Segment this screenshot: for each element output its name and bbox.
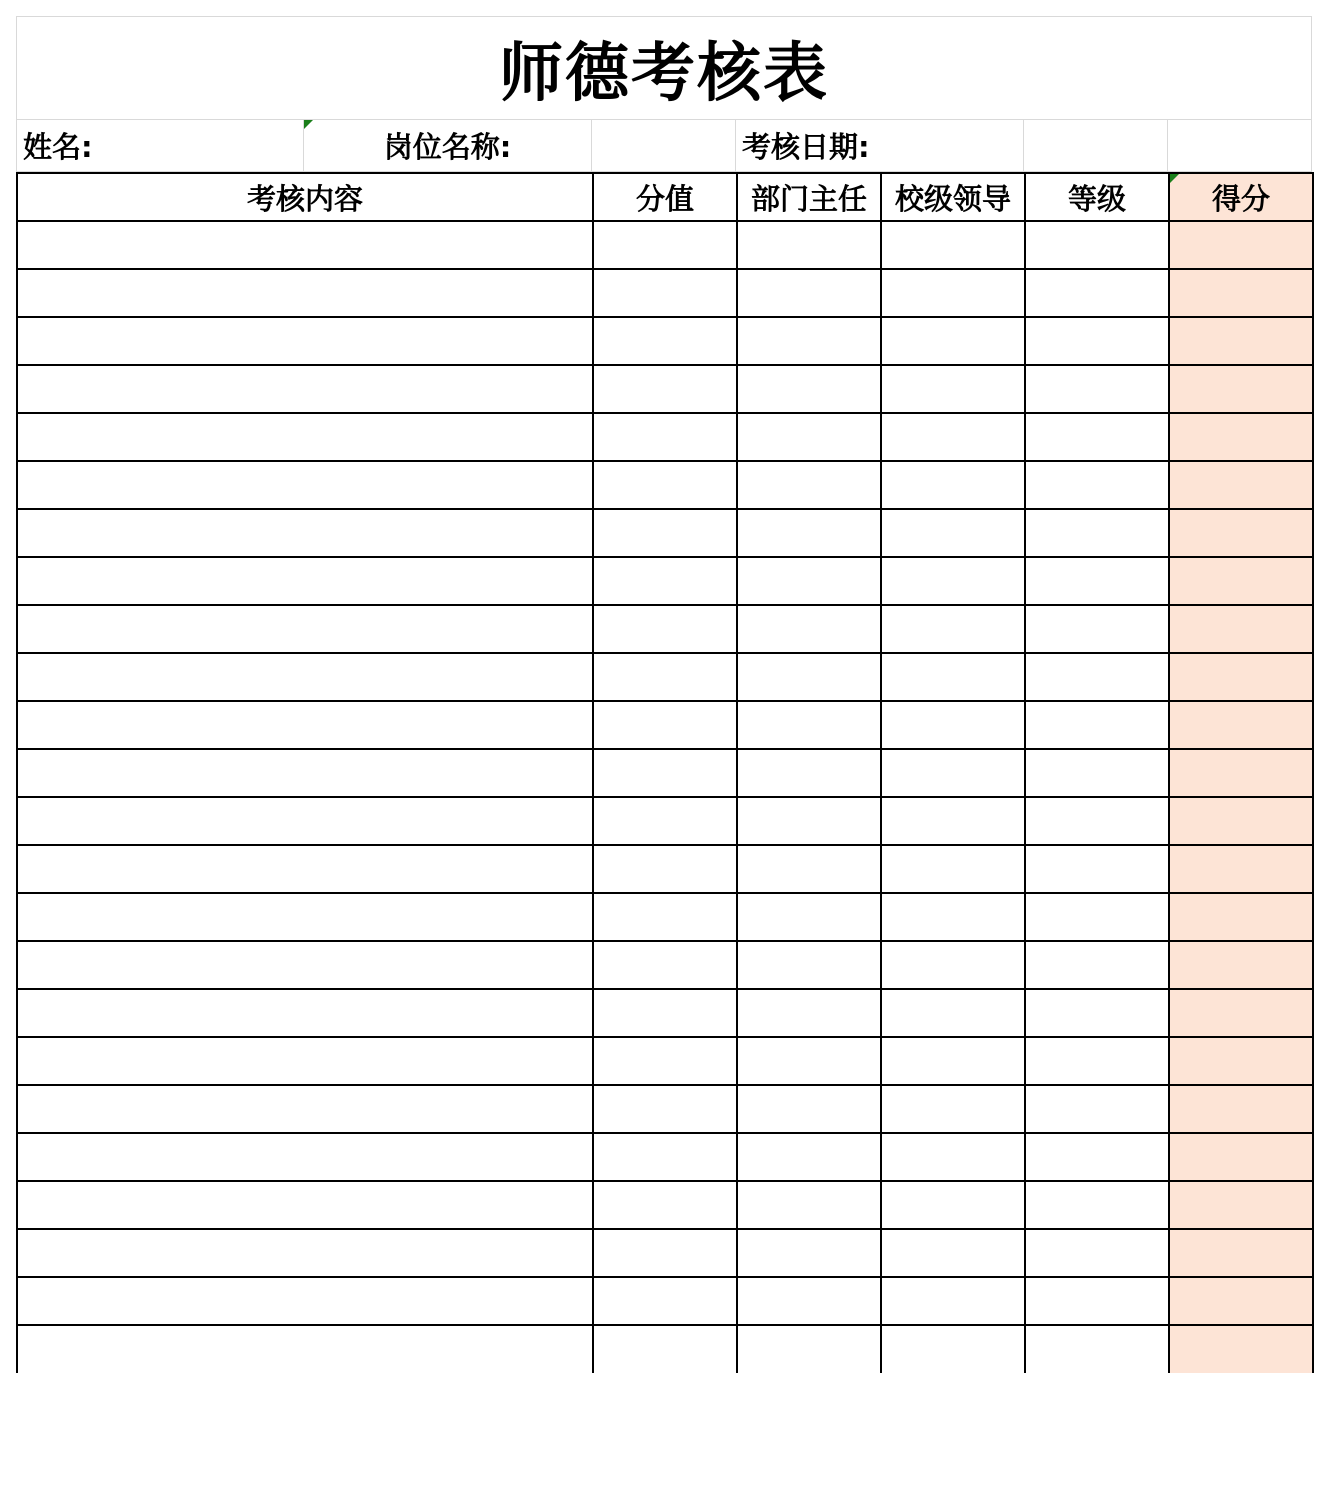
header-dept-director[interactable]: 部门主任 <box>737 173 881 221</box>
table-cell[interactable] <box>1025 269 1169 317</box>
table-cell[interactable] <box>1025 1181 1169 1229</box>
table-cell[interactable] <box>881 1181 1025 1229</box>
table-cell[interactable] <box>1169 1037 1313 1085</box>
table-cell[interactable] <box>1169 1325 1313 1373</box>
table-cell[interactable] <box>1025 1037 1169 1085</box>
table-cell[interactable] <box>593 797 737 845</box>
table-cell[interactable] <box>737 1037 881 1085</box>
table-cell[interactable] <box>737 1085 881 1133</box>
table-cell[interactable] <box>737 1325 881 1373</box>
table-row <box>17 413 1313 461</box>
table-cell[interactable] <box>1169 941 1313 989</box>
table-cell[interactable] <box>593 845 737 893</box>
table-cell[interactable] <box>17 989 593 1037</box>
table-row <box>17 1181 1313 1229</box>
table-cell[interactable] <box>17 413 593 461</box>
table-cell[interactable] <box>1169 797 1313 845</box>
table-cell[interactable] <box>1025 461 1169 509</box>
table-cell[interactable] <box>737 317 881 365</box>
table-row <box>17 1277 1313 1325</box>
table-cell[interactable] <box>1025 749 1169 797</box>
table-cell[interactable] <box>881 893 1025 941</box>
table-cell[interactable] <box>593 269 737 317</box>
table-cell[interactable] <box>593 365 737 413</box>
sheet-title: 师德考核表 <box>16 16 1312 120</box>
table-cell[interactable] <box>737 269 881 317</box>
table-cell[interactable] <box>17 317 593 365</box>
table-row <box>17 845 1313 893</box>
table-cell[interactable] <box>1025 509 1169 557</box>
table-cell[interactable] <box>1169 845 1313 893</box>
table-cell[interactable] <box>1169 221 1313 269</box>
info-blank-cell[interactable] <box>1168 120 1312 172</box>
table-row <box>17 701 1313 749</box>
comment-flag-icon <box>1170 174 1179 183</box>
table-cell[interactable] <box>737 509 881 557</box>
table-row <box>17 1085 1313 1133</box>
table-body <box>17 221 1313 1373</box>
table-cell[interactable] <box>1025 557 1169 605</box>
table-cell[interactable] <box>1169 749 1313 797</box>
table-cell[interactable] <box>1025 941 1169 989</box>
table-cell[interactable] <box>593 1085 737 1133</box>
table-cell[interactable] <box>881 749 1025 797</box>
table-cell[interactable] <box>881 989 1025 1037</box>
table-cell[interactable] <box>17 1229 593 1277</box>
table-cell[interactable] <box>593 1133 737 1181</box>
table-cell[interactable] <box>593 221 737 269</box>
table-cell[interactable] <box>737 413 881 461</box>
table-cell[interactable] <box>17 1085 593 1133</box>
comment-flag-icon <box>304 120 313 129</box>
table-cell[interactable] <box>17 221 593 269</box>
table-row <box>17 317 1313 365</box>
table-cell[interactable] <box>593 941 737 989</box>
table-cell[interactable] <box>737 365 881 413</box>
table-row <box>17 989 1313 1037</box>
table-cell[interactable] <box>17 461 593 509</box>
table-cell[interactable] <box>881 605 1025 653</box>
table-row <box>17 509 1313 557</box>
table-cell[interactable] <box>1169 461 1313 509</box>
table-cell[interactable] <box>1025 221 1169 269</box>
table-cell[interactable] <box>17 701 593 749</box>
table-cell[interactable] <box>881 557 1025 605</box>
table-cell[interactable] <box>881 1325 1025 1373</box>
table-cell[interactable] <box>593 557 737 605</box>
table-row <box>17 941 1313 989</box>
table-cell[interactable] <box>737 749 881 797</box>
table-cell[interactable] <box>737 893 881 941</box>
table-cell[interactable] <box>593 989 737 1037</box>
table-cell[interactable] <box>1169 701 1313 749</box>
table-cell[interactable] <box>737 1181 881 1229</box>
table-cell[interactable] <box>737 557 881 605</box>
table-cell[interactable] <box>593 461 737 509</box>
table-cell[interactable] <box>737 653 881 701</box>
table-cell[interactable] <box>1169 989 1313 1037</box>
table-cell[interactable] <box>17 1037 593 1085</box>
header-grade[interactable]: 等级 <box>1025 173 1169 221</box>
table-cell[interactable] <box>17 1325 593 1373</box>
table-cell[interactable] <box>881 221 1025 269</box>
table-cell[interactable] <box>593 413 737 461</box>
table-cell[interactable] <box>1025 653 1169 701</box>
table-row <box>17 1133 1313 1181</box>
table-cell[interactable] <box>593 893 737 941</box>
table-row <box>17 461 1313 509</box>
header-content[interactable]: 考核内容 <box>17 173 593 221</box>
table-cell[interactable] <box>881 1133 1025 1181</box>
table-cell[interactable] <box>1025 413 1169 461</box>
table-cell[interactable] <box>737 221 881 269</box>
table-cell[interactable] <box>737 845 881 893</box>
assessment-table <box>16 172 1314 1373</box>
table-cell[interactable] <box>593 1325 737 1373</box>
table-cell[interactable] <box>737 461 881 509</box>
table-cell[interactable] <box>17 941 593 989</box>
table-cell[interactable] <box>1025 365 1169 413</box>
table-cell[interactable] <box>881 1085 1025 1133</box>
table-cell[interactable] <box>1169 509 1313 557</box>
table-cell[interactable] <box>881 269 1025 317</box>
table-cell[interactable] <box>881 365 1025 413</box>
table-cell[interactable] <box>17 1277 593 1325</box>
table-cell[interactable] <box>17 749 593 797</box>
table-cell[interactable] <box>881 797 1025 845</box>
date-label: 考核日期: <box>742 130 870 164</box>
header-score-value[interactable]: 分值 <box>593 173 737 221</box>
table-cell[interactable] <box>593 509 737 557</box>
table-cell[interactable] <box>737 605 881 653</box>
table-row <box>17 557 1313 605</box>
table-cell[interactable] <box>881 509 1025 557</box>
table-cell[interactable] <box>1025 797 1169 845</box>
table-cell[interactable] <box>1169 413 1313 461</box>
table-cell[interactable] <box>593 1037 737 1085</box>
table-cell[interactable] <box>17 557 593 605</box>
assessment-sheet <box>16 16 1312 1470</box>
table-cell[interactable] <box>593 317 737 365</box>
date-value-cell[interactable] <box>1024 120 1168 172</box>
table-row <box>17 365 1313 413</box>
table-cell[interactable] <box>737 1229 881 1277</box>
header-row <box>17 173 1313 221</box>
table-cell[interactable] <box>1169 365 1313 413</box>
table-cell[interactable] <box>1169 1181 1313 1229</box>
info-row <box>16 120 1312 172</box>
table-cell[interactable] <box>17 1133 593 1181</box>
table-row <box>17 605 1313 653</box>
table-cell[interactable] <box>1169 893 1313 941</box>
table-cell[interactable] <box>737 1277 881 1325</box>
table-cell[interactable] <box>1169 1229 1313 1277</box>
table-cell[interactable] <box>1169 1133 1313 1181</box>
table-cell[interactable] <box>1169 1277 1313 1325</box>
table-cell[interactable] <box>1169 317 1313 365</box>
table-row <box>17 893 1313 941</box>
table-row <box>17 1229 1313 1277</box>
table-cell[interactable] <box>17 653 593 701</box>
table-cell[interactable] <box>881 701 1025 749</box>
table-row <box>17 1325 1313 1373</box>
table-cell[interactable] <box>881 941 1025 989</box>
table-cell[interactable] <box>1169 653 1313 701</box>
table-cell[interactable] <box>1025 701 1169 749</box>
table-cell[interactable] <box>17 893 593 941</box>
name-label-cell[interactable] <box>16 120 304 172</box>
table-cell[interactable] <box>881 317 1025 365</box>
header-school-leader[interactable]: 校级领导 <box>881 173 1025 221</box>
table-cell[interactable] <box>593 1181 737 1229</box>
table-cell[interactable] <box>1025 989 1169 1037</box>
table-cell[interactable] <box>1025 1085 1169 1133</box>
table-cell[interactable] <box>593 653 737 701</box>
table-cell[interactable] <box>1169 1085 1313 1133</box>
position-label-cell[interactable] <box>304 120 592 172</box>
table-cell[interactable] <box>881 1229 1025 1277</box>
table-cell[interactable] <box>881 461 1025 509</box>
table-cell[interactable] <box>17 605 593 653</box>
table-cell[interactable] <box>1025 893 1169 941</box>
table-row <box>17 653 1313 701</box>
table-cell[interactable] <box>1169 269 1313 317</box>
table-cell[interactable] <box>737 701 881 749</box>
table-cell[interactable] <box>737 941 881 989</box>
table-cell[interactable] <box>593 1229 737 1277</box>
table-cell[interactable] <box>881 413 1025 461</box>
position-label: 岗位名称: <box>383 130 512 164</box>
table-cell[interactable] <box>593 605 737 653</box>
table-cell[interactable] <box>1169 557 1313 605</box>
table-cell[interactable] <box>17 1181 593 1229</box>
table-cell[interactable] <box>737 1133 881 1181</box>
table-row <box>17 749 1313 797</box>
table-cell[interactable] <box>1025 605 1169 653</box>
table-row <box>17 221 1313 269</box>
position-value-cell[interactable] <box>592 120 736 172</box>
table-cell[interactable] <box>593 749 737 797</box>
table-cell[interactable] <box>1025 1229 1169 1277</box>
table-cell[interactable] <box>17 365 593 413</box>
table-cell[interactable] <box>17 269 593 317</box>
table-cell[interactable] <box>1169 605 1313 653</box>
table-cell[interactable] <box>881 1277 1025 1325</box>
table-cell[interactable] <box>881 653 1025 701</box>
name-label: 姓名: <box>23 130 93 164</box>
table-cell[interactable] <box>17 845 593 893</box>
table-row <box>17 269 1313 317</box>
table-cell[interactable] <box>881 845 1025 893</box>
table-cell[interactable] <box>593 1277 737 1325</box>
table-row <box>17 1037 1313 1085</box>
table-cell[interactable] <box>1025 1277 1169 1325</box>
table-cell[interactable] <box>593 701 737 749</box>
header-score[interactable] <box>1169 173 1313 221</box>
date-label-cell[interactable] <box>736 120 1024 172</box>
table-cell[interactable] <box>737 797 881 845</box>
table-row <box>17 797 1313 845</box>
table-cell[interactable] <box>1025 1325 1169 1373</box>
table-cell[interactable] <box>1025 317 1169 365</box>
header-score-label: 得分 <box>1211 181 1270 216</box>
table-cell[interactable] <box>1025 845 1169 893</box>
table-cell[interactable] <box>881 1037 1025 1085</box>
table-cell[interactable] <box>1025 1133 1169 1181</box>
table-cell[interactable] <box>17 797 593 845</box>
table-cell[interactable] <box>737 989 881 1037</box>
table-cell[interactable] <box>17 509 593 557</box>
